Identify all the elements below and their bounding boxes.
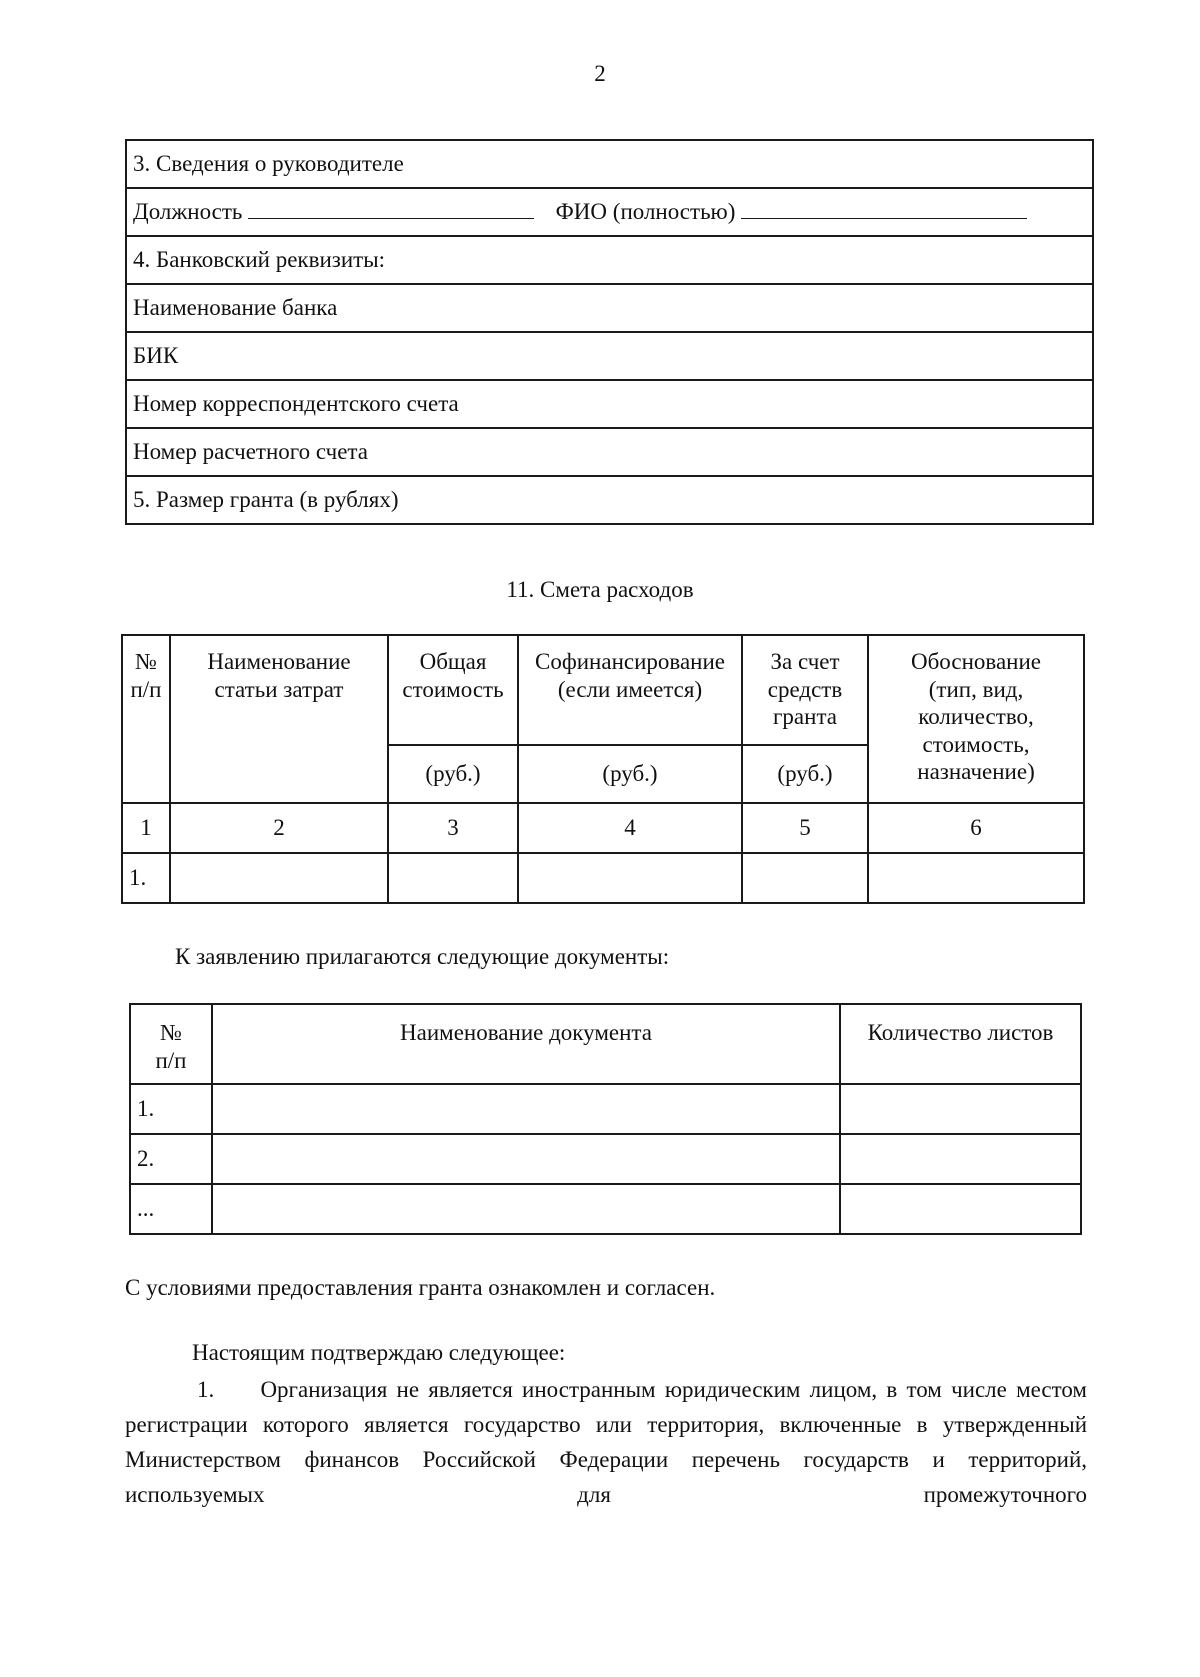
empty-cell — [868, 853, 1084, 903]
estimate-table — [121, 634, 1085, 904]
empty-cell — [742, 853, 868, 903]
fio-blank-line — [741, 198, 1027, 219]
attachments-intro: К заявлению прилагаются следующие документы: — [175, 944, 670, 969]
column-number: 6 — [868, 803, 1084, 853]
col-header-cofinancing: Софинансирование (если имеется) — [518, 635, 742, 745]
row-number: 1. — [130, 1084, 212, 1134]
paragraph-number: 1. — [197, 1377, 215, 1402]
col-header-total: Общая стоимость — [388, 635, 518, 745]
bank-heading: 4. Банковский реквизиты: — [126, 236, 1093, 284]
empty-cell — [212, 1084, 840, 1134]
empty-cell — [840, 1134, 1081, 1184]
empty-cell — [170, 853, 388, 903]
position-blank-line — [248, 198, 534, 219]
column-number-row — [122, 803, 1084, 853]
confirmation-intro: Настоящим подтверждаю следующее: — [192, 1340, 566, 1365]
unit-grant-funds: (руб.) — [742, 745, 868, 803]
paragraph-text: Организация не является иностранным юридическим лицом, в том числе местом регистрации которого является государство или территория, включенные в утвержденный Министерством финансов Российской Федерации перечень государств и территорий, используемых для промежуточного — [125, 1377, 1087, 1507]
row-number: 2. — [130, 1134, 212, 1184]
manager-row — [126, 188, 1093, 236]
col-header-num: № п/п — [130, 1004, 212, 1084]
grant-size-row: 5. Размер гранта (в рублях) — [126, 476, 1093, 524]
estimate-title: 11. Смета расходов — [506, 577, 694, 602]
col-header-document-name: Наименование документа — [212, 1004, 840, 1084]
table-row — [130, 1084, 1081, 1134]
empty-cell — [388, 853, 518, 903]
column-number: 1 — [122, 803, 170, 853]
page-number: 2 — [594, 61, 606, 86]
bank-name-row: Наименование банка — [126, 284, 1093, 332]
applicant-info-table — [125, 139, 1094, 525]
col-header-item: Наименование статьи затрат — [170, 635, 388, 803]
row-number: ... — [130, 1184, 212, 1234]
empty-cell — [518, 853, 742, 903]
row-number: 1. — [122, 853, 170, 903]
empty-cell — [212, 1184, 840, 1234]
column-number: 2 — [170, 803, 388, 853]
position-label: Должность — [133, 199, 243, 225]
estimate-data-row — [122, 853, 1084, 903]
empty-cell — [212, 1134, 840, 1184]
corr-account-row: Номер корреспондентского счета — [126, 380, 1093, 428]
col-header-sheet-count: Количество листов — [840, 1004, 1081, 1084]
table-row — [130, 1184, 1081, 1234]
agreement-statement: С условиями предоставления гранта ознакомлен и согласен. — [125, 1275, 716, 1300]
column-number: 3 — [388, 803, 518, 853]
column-number: 5 — [742, 803, 868, 853]
empty-cell — [840, 1184, 1081, 1234]
confirmation-paragraph-1 — [125, 1372, 1087, 1512]
empty-cell — [840, 1084, 1081, 1134]
col-header-justification: Обоснование (тип, вид, количество, стоимость, назначение) — [868, 635, 1084, 803]
column-number: 4 — [518, 803, 742, 853]
manager-heading: 3. Сведения о руководителе — [126, 140, 1093, 188]
unit-cofinancing: (руб.) — [518, 745, 742, 803]
settlement-account-row: Номер расчетного счета — [126, 428, 1093, 476]
table-row — [130, 1134, 1081, 1184]
fio-label: ФИО (полностью) — [555, 199, 736, 225]
col-header-grant-funds: За счет средств гранта — [742, 635, 868, 745]
attachments-table — [129, 1003, 1082, 1235]
col-header-num: № п/п — [122, 635, 170, 803]
unit-total: (руб.) — [388, 745, 518, 803]
bik-row: БИК — [126, 332, 1093, 380]
